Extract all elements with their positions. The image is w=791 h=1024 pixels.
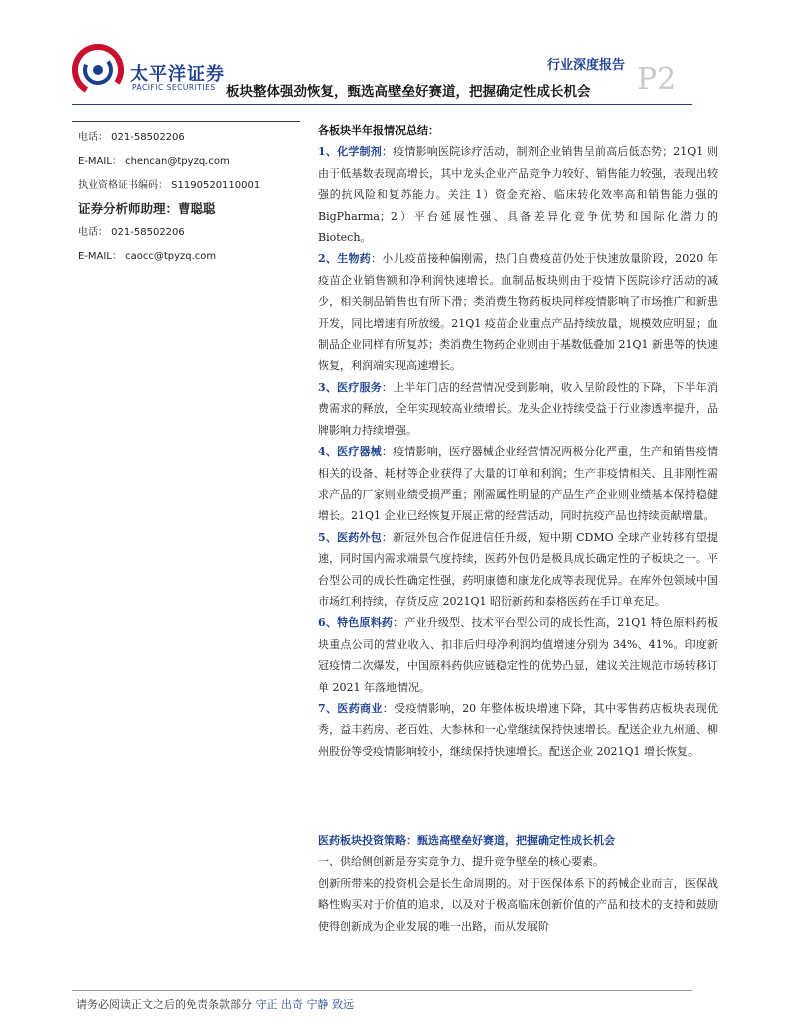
- logo-name-en: PACIFIC SECURITIES: [132, 83, 216, 92]
- contact-divider: [72, 121, 300, 122]
- summary-item-head: 4、医疗器械: [318, 445, 382, 459]
- assistant-name: 证券分析师助理：曹聪聪: [78, 201, 216, 217]
- analyst-email: E-MAIL： chencan@tpyzq.com: [78, 155, 230, 167]
- summary-item-head: 7、医药商业: [318, 701, 383, 715]
- summary-item-head: 6、特色原料药: [318, 616, 394, 630]
- summary-item-body: ：上半年门店的经营情况受到影响，收入呈阶段性的下降，下半年消费需求的释放，全年实现较高业绩增长。龙头企业持续受益于行业渗透率提升，品牌影响力持续增强。: [318, 380, 719, 437]
- analyst-license: 执业资格证书编码： S1190520110001: [78, 179, 261, 191]
- summary-item-body: ：小儿疫苗接种偏刚需，热门自费疫苗仍处于快速放量阶段，2020 年疫苗企业销售额和净利润快速增长。血制品板块则由于疫情下医院诊疗活动的减少，相关制品销售也有所下滑；类消费生物药板块同样疫情影响了市场推广和新患开发，同比增速有所放缓。21Q1 疫苗企业重点产品持续放量，规模效应明显；血制品企业同样有所复苏；类消费生物药企业则由于基数低叠加 21Q1 新患等的快速恢复，利润端实现高速增长。: [318, 252, 719, 373]
- summary-item: [318, 612, 718, 698]
- footer-divider: [72, 990, 692, 991]
- summary-item-head: 1、化学制剂: [318, 145, 382, 159]
- header-divider: [72, 104, 692, 105]
- summary-item-head: 2、生物药: [318, 252, 371, 266]
- summary-item-body: ：疫情影响，医疗器械企业经营情况两极分化严重，生产和销售疫情相关的设备、耗材等企业获得了大量的订单和利润；生产非疫情相关、且非刚性需求产品的厂家则业绩受损严重；刚需属性明显的产品生产企业则业绩基本保持稳健增长。21Q1 企业已经恢复开展正常的经营活动，同时抗疫产品也持续贡献增量。: [318, 445, 719, 523]
- summary-section: [318, 120, 718, 762]
- footer-motto: 守正 出奇 宁静 致远: [255, 998, 354, 1011]
- summary-item: [318, 527, 718, 613]
- strategy-title: 医药板块投资策略：甄选高壁垒好赛道，把握确定性成长机会: [318, 834, 615, 847]
- strategy-subtitle: 一、供给侧创新是夯实竞争力、提升竞争壁垒的核心要素。: [318, 855, 604, 869]
- strategy-body: 创新所带来的投资机会是长生命周期的。对于医保体系下的药械企业而言，医保战略性购买对于价值的追求，以及对于极高临床创新价值的产品和技术的支持和鼓励使得创新成为企业发展的唯一出路，而从发展阶: [318, 876, 718, 933]
- summary-item-body: ：疫情影响医院诊疗活动，制剂企业销售呈前高后低态势；21Q1 则由于低基数表现高增长，其中龙头企业产品竞争力较好、销售能力较强，表现出较强的抗风险和复苏能力。关注 1）资金充裕、临床转化效率高和销售能力强的 BigPharma；2）平台延展性强、具备差异化竞争优势和国际化潜力的 Biotech。: [318, 145, 718, 245]
- summary-item: [318, 441, 718, 527]
- footer-disclaimer: 请务必阅读正文之后的免责条款部分: [76, 998, 252, 1011]
- summary-item: [318, 698, 718, 762]
- page-footer: [76, 996, 354, 1012]
- assistant-email: E-MAIL： caocc@tpyzq.com: [78, 250, 217, 262]
- summary-item-body: ：产业升级型、技术平台型公司的成长性高，21Q1 特色原料药板块重点公司的营业收入、扣非后归母净利润均值增速分别为 34%、41%。印度新冠疫情二次爆发，中国原料药供应链稳定性的优势凸显，建议关注规范市场转移订单 2021 年落地情况。: [318, 616, 718, 694]
- page-number: P2: [637, 62, 677, 97]
- summary-item-body: ：受疫情影响，20 年整体板块增速下降，其中零售药店板块表现优秀，益丰药房、老百姓、大参林和一心堂继续保持快速增长。配送企业九州通、柳州股份等受疫情影响较小，继续保持快速增长。配送企业 2021Q1 增长恢复。: [318, 701, 718, 758]
- summary-title: 各板块半年报情况总结：: [318, 124, 439, 137]
- summary-item-head: 3、医疗服务: [318, 380, 382, 394]
- summary-item-head: 5、医药外包: [318, 530, 382, 544]
- strategy-section: [318, 830, 718, 937]
- summary-item: [318, 377, 718, 441]
- company-logo-icon: [72, 44, 124, 96]
- logo-name-cn: 太平洋证券: [130, 64, 225, 85]
- assistant-phone: 电话： 021-58502206: [78, 227, 185, 239]
- analyst-contacts: [78, 126, 308, 269]
- summary-item-body: ：新冠外包合作促进信任升级，短中期 CDMO 全球产业转移有望提速，同时国内需求端景气度持续，医药外包仍是极具成长确定性的子板块之一。平台型公司的成长性确定性强，药明康德和康龙化成等表现优异。在库外包领域中国市场红利持续，存货反应 2021Q1 昭衍新药和泰格医药在手订单充足。: [318, 530, 719, 608]
- report-type: 行业深度报告: [546, 58, 625, 73]
- summary-item: [318, 248, 718, 376]
- analyst-phone: 电话： 021-58502206: [78, 132, 185, 143]
- page-headline: 板块整体强劲恢复，甄选高壁垒好赛道，把握确定性成长机会: [226, 84, 591, 100]
- summary-item: [318, 141, 718, 248]
